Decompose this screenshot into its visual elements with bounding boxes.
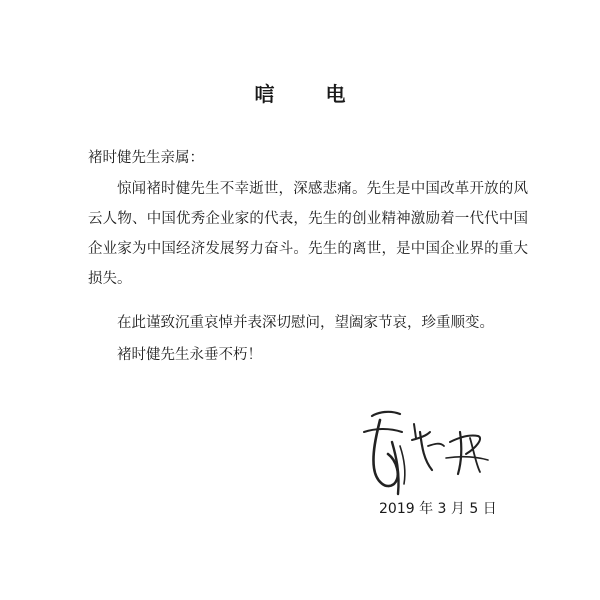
letter-date: 2019 年 3 月 5 日 <box>379 501 497 517</box>
letter-title: 唁 电 <box>254 82 368 106</box>
paragraph-tribute: 褚时健先生永垂不朽！ <box>117 347 262 363</box>
paragraph-condolence: 惊闻褚时健先生不幸逝世，深感悲痛。先生是中国改革开放的风云人物、中国优秀企业家的代表，先生的创业精神激励着一代代中国企业家为中国经济发展努力奋斗。先生的离世，是中国企业界的重大损失。 <box>88 181 528 287</box>
salutation: 褚时健先生亲属： <box>88 150 204 166</box>
handwritten-signature <box>350 402 500 502</box>
paragraph-sympathy: 在此谨致沉重哀悼并表深切慰问，望阖家节哀，珍重顺变。 <box>117 315 494 331</box>
